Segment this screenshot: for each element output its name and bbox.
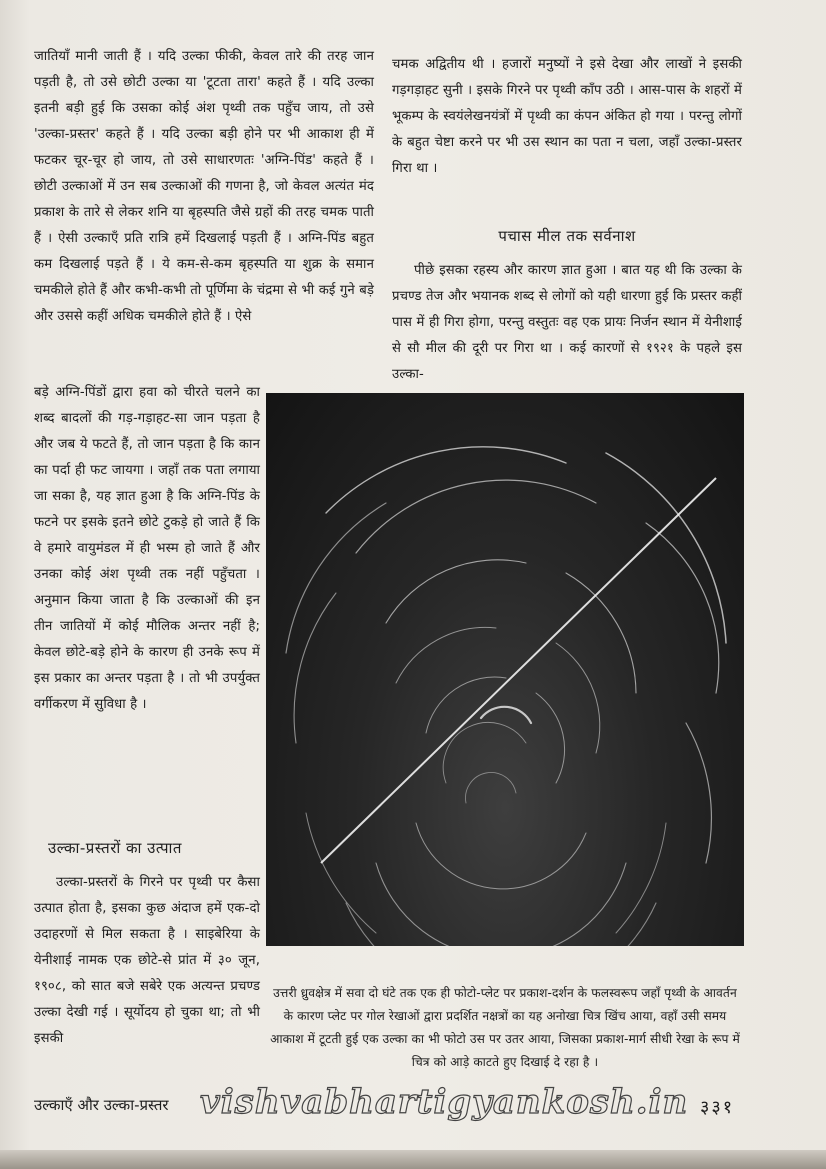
site-watermark: vishvabhartigyankosh.in bbox=[200, 1082, 689, 1122]
left-column-bottom-text bbox=[34, 870, 260, 1052]
paragraph-brightness: चमक अद्वितीय थी । हजारों मनुष्यों ने इसे देखा और लाखों ने इसकी गड़गड़ाहट सुनी । इसके गिरने पर पृथ्वी काँप उठी । आस-पास के शहरों में भूकम्प के स्वयंलेखनयंत्रों में पृथ्वी का कंपन अंकित हो गया । परन्तु लोगों के बहुत चेष्टा करने पर भी उस स्थान का पता न चला, जहाँ उल्का-प्रस्तर गिरा था । bbox=[392, 57, 742, 176]
left-column-top-text bbox=[34, 44, 374, 330]
photo-caption: उत्तरी ध्रुवक्षेत्र में सवा दो घंटे तक एक ही फोटो-प्लेट पर प्रकाश-दर्शन के फलस्वरूप जहाँ पृथ्वी के आवर्तन के कारण प्लेट पर गोल रेखाओं द्वारा प्रदर्शित नक्षत्रों का यह अनोखा चित्र खिंच आया, वहाँ उसी समय आकाश में टूटती हुई एक उल्का का भी फोटो उस पर उतर आया, जिसका प्रकाश-मार्ग सीधी रेखा के रूप में चित्र को आड़े काटते हुए दिखाई दे रहा है । bbox=[270, 986, 740, 1069]
left-column-narrow-text bbox=[34, 380, 260, 718]
section-heading-fifty-miles: पचास मील तक सर्वनाश bbox=[498, 227, 636, 245]
running-footer-title: उल्काएँ और उल्का-प्रस्तर bbox=[34, 1096, 169, 1114]
section-heading-meteorite-havoc: उल्का-प्रस्तरों का उत्पात bbox=[48, 839, 182, 857]
star-trails-drawing bbox=[266, 393, 744, 946]
paragraph-meteor-types: जातियाँ मानी जाती हैं । यदि उल्का फीकी, केवल तारे की तरह जान पड़ती है, तो उसे छोटी उल्का या 'टूटता तारा' कहते हैं । यदि उल्का इतनी बड़ी हुई कि उसका कोई अंश पृथ्वी तक पहुँच जाय, तो उसे 'उल्का-प्रस्तर' कहते हैं । यदि उल्का बड़ी होने पर भी आकाश ही में फटकर चूर-चूर हो जाय, तो उसे साधारणतः 'अग्नि-पिंड' कहते हैं । छोटी उल्काओं में उन सब उल्काओं की गणना है, जो केवल अत्यंत मंद प्रकाश के तारे से लेकर शनि या बृहस्पति जैसे ग्रहों की तरह चमक पाती हैं । ऐसी उल्काएँ प्रति रात्रि हमें दिखलाई पड़ती हैं । अग्नि-पिंड बहुत कम दिखलाई पड़ते हैं । ये कम-से-कम बृहस्पति या शुक्र के समान चमकीले होते हैं और कभी-कभी तो पूर्णिमा के चंद्रमा से भी कई गुने बड़े और उससे कहीं अधिक चमकीले होते हैं । ऐसे bbox=[34, 49, 374, 324]
star-trails-meteor-photo bbox=[266, 393, 744, 946]
page-bottom-edge bbox=[0, 1150, 826, 1169]
right-column-body-text bbox=[392, 258, 742, 388]
meteor-trail-line bbox=[321, 478, 716, 863]
paragraph-fireballs: बड़े अग्नि-पिंडों द्वारा हवा को चीरते चलने का शब्द बादलों की गड़-गड़ाहट-सा जान पड़ता है और जब ये फटते हैं, तो जान पड़ता है कि कान का पर्दा ही फट जायगा । जहाँ तक पता लगाया जा सका है, यह ज्ञात हुआ है कि अग्नि-पिंड के फटने पर इसके इतने छोटे टुकड़े हो जाते हैं कि वे हमारे वायुमंडल में ही भस्म हो जाते हैं और उनका कोई अंश पृथ्वी तक नहीं पहुँचता । अनुमान किया जाता है कि उल्काओं की इन तीन जातियों में कोई मौलिक अन्तर नहीं है; केवल छोटे-बड़े होने के कारण ही उनके रूप में इस प्रकार का अन्तर पड़ता है । तो भी उपर्युक्त वर्गीकरण में सुविधा है । bbox=[34, 385, 260, 712]
paragraph-mystery: पीछे इसका रहस्य और कारण ज्ञात हुआ । बात यह थी कि उल्का के प्रचण्ड तेज और भयानक शब्द से लोगों को यही धारणा हुई कि प्रस्तर कहीं पास में ही गिरा होगा, परन्तु वस्तुतः वह एक प्रायः निर्जन स्थान में येनीशाई से सौ मील की दूरी पर गिरा था । कई कारणों से १९२१ के पहले इस उल्का- bbox=[392, 263, 742, 382]
paragraph-siberia-meteor: उल्का-प्रस्तरों के गिरने पर पृथ्वी पर कैसा उत्पात होता है, इसका कुछ अंदाज हमें एक-दो उदाहरणों से मिल सकता है । साइबेरिया के येनीशाई नामक एक छोटे-से प्रांत में ३० जून, १९०८, को सात बजे सबेरे एक अत्यन्त प्रचण्ड उल्का देखी गई । सूर्योदय हो चुका था; तो भी इसकी bbox=[34, 875, 260, 1046]
page-number: ३३१ bbox=[700, 1097, 735, 1118]
right-column-top-text bbox=[392, 52, 742, 182]
